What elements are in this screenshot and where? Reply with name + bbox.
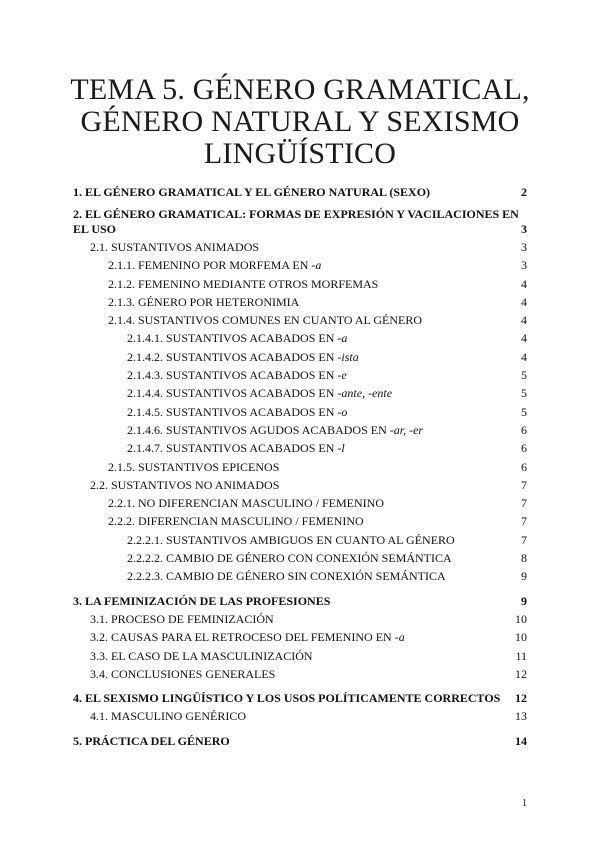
toc-entry-label: 3.3. EL CASO DE LA MASCULINIZACIÓN [90, 648, 313, 663]
toc-page-number: 4 [521, 313, 527, 328]
toc-page-number: 9 [521, 569, 527, 584]
toc-entry-label: 2.1.4.3. SUSTANTIVOS ACABADOS EN [127, 368, 338, 383]
toc-entry[interactable] [73, 514, 527, 532]
toc-entry-suffix: -a [337, 331, 348, 346]
toc-entry[interactable] [73, 405, 527, 423]
toc-page-number: 7 [521, 477, 527, 492]
toc-page-number: 7 [521, 532, 527, 547]
toc-entry-label: 2.2.2. DIFERENCIAN MASCULINO / FEMENINO [108, 514, 364, 529]
page-number: 1 [522, 798, 527, 809]
toc-page-number: 5 [521, 404, 527, 419]
toc-entry-label: 3.1. PROCESO DE FEMINIZACIÓN [90, 611, 274, 626]
toc-entry[interactable] [73, 667, 527, 685]
toc-entry[interactable] [73, 386, 527, 404]
toc-entry[interactable] [73, 240, 527, 258]
toc-page-number: 6 [521, 422, 527, 437]
toc-entry-label: 2. EL GÉNERO GRAMATICAL: FORMAS DE EXPRESIÓN Y VACILACIONES EN EL USO [73, 207, 519, 236]
toc-page-number: 4 [521, 276, 527, 291]
toc-entry-suffix: -l [337, 441, 345, 456]
toc-entry-label: 4.1. MASCULINO GENÉRICO [90, 709, 246, 724]
toc-page-number: 4 [521, 349, 527, 364]
toc-entry[interactable] [73, 207, 527, 237]
toc-entry[interactable] [73, 630, 527, 648]
toc-page-number: 3 [521, 258, 527, 273]
toc-entry-label: 1. EL GÉNERO GRAMATICAL Y EL GÉNERO NATURAL (SEXO) [73, 185, 431, 199]
toc-entry-label: 3. LA FEMINIZACIÓN DE LAS PROFESIONES [73, 593, 331, 608]
toc-entry-suffix: -o [337, 404, 348, 419]
toc-entry-suffix: -ante, -ente [337, 386, 393, 401]
toc-entry-label: 2.1.4.4. SUSTANTIVOS ACABADOS EN [127, 386, 338, 401]
toc-entry-label: 2.2.2.2. CAMBIO DE GÉNERO CON CONEXIÓN SEMÁNTICA [127, 551, 452, 566]
toc-entry[interactable] [73, 594, 527, 612]
toc-page-number: 10 [515, 611, 527, 626]
toc-entry[interactable] [73, 496, 527, 514]
toc-page-number: 12 [515, 666, 527, 681]
toc-entry[interactable] [73, 441, 527, 459]
toc-entry-label: 2.2. SUSTANTIVOS NO ANIMADOS [90, 477, 280, 492]
toc-page-number: 12 [515, 691, 527, 706]
toc-entry-suffix: -e [337, 368, 347, 383]
toc-page-number: 6 [521, 441, 527, 456]
toc-entry[interactable] [73, 569, 527, 587]
toc-entry-label: 2.1.3. GÉNERO POR HETERONIMIA [108, 294, 300, 309]
toc-entry[interactable] [73, 350, 527, 368]
table-of-contents [73, 185, 527, 752]
document-title [0, 74, 600, 170]
toc-page-number: 13 [515, 709, 527, 724]
toc-entry-suffix: -ista [337, 349, 359, 364]
toc-entry-label: 4. EL SEXISMO LINGÜÍSTICO Y LOS USOS POLÍTICAMENTE CORRECTOS [73, 691, 501, 706]
toc-page-number: 8 [521, 551, 527, 566]
toc-entry[interactable] [73, 612, 527, 630]
toc-entry[interactable] [73, 423, 527, 441]
toc-entry-label: 2.1.1. FEMENINO POR MORFEMA EN [108, 258, 312, 273]
toc-entry-label: 2.2.1. NO DIFERENCIAN MASCULINO / FEMENINO [108, 496, 384, 511]
toc-entry[interactable] [73, 734, 527, 752]
toc-entry-label: 3.4. CONCLUSIONES GENERALES [90, 666, 276, 681]
toc-entry-label: 2.1.4.6. SUSTANTIVOS AGUDOS ACABADOS EN [127, 422, 390, 437]
toc-page-number: 2 [521, 185, 527, 199]
toc-entry-label: 2.1.4.7. SUSTANTIVOS ACABADOS EN [127, 441, 338, 456]
toc-page-number: 7 [521, 496, 527, 511]
toc-entry-label: 3.2. CAUSAS PARA EL RETROCESO DEL FEMENINO EN [90, 630, 395, 645]
toc-entry-label: 2.1.4.5. SUSTANTIVOS ACABADOS EN [127, 404, 338, 419]
toc-entry[interactable] [73, 258, 527, 276]
toc-entry-label: 2.1.4.2. SUSTANTIVOS ACABADOS EN [127, 349, 338, 364]
toc-entry-label: 5. PRÁCTICA DEL GÉNERO [73, 733, 230, 748]
toc-entry-label: 2.1.4.1. SUSTANTIVOS ACABADOS EN [127, 331, 338, 346]
title-line: LINGÜÍSTICO [203, 137, 397, 170]
title-line: TEMA 5. GÉNERO GRAMATICAL, [70, 73, 530, 106]
toc-entry-label: 2.1.4. SUSTANTIVOS COMUNES EN CUANTO AL GÉNERO [108, 313, 423, 328]
toc-entry[interactable] [73, 368, 527, 386]
toc-page-number: 9 [521, 593, 527, 608]
toc-entry[interactable] [73, 313, 527, 331]
toc-page-number: 3 [521, 222, 527, 236]
toc-entry[interactable] [73, 478, 527, 496]
toc-entry-suffix: -a [394, 630, 405, 645]
toc-page-number: 3 [521, 240, 527, 254]
toc-entry[interactable] [73, 277, 527, 295]
toc-page-number: 11 [515, 648, 527, 663]
toc-entry-suffix: -ar, -er [389, 422, 424, 437]
toc-entry[interactable] [73, 533, 527, 551]
toc-entry[interactable] [73, 460, 527, 478]
toc-entry-suffix: -a [311, 258, 322, 273]
toc-page-number: 6 [521, 459, 527, 474]
toc-entry[interactable] [73, 709, 527, 727]
toc-page-number: 5 [521, 368, 527, 383]
toc-page-number: 10 [515, 630, 527, 645]
toc-entry[interactable] [73, 691, 527, 709]
toc-entry[interactable] [73, 331, 527, 349]
toc-entry[interactable] [73, 551, 527, 569]
toc-page-number: 14 [515, 733, 527, 748]
toc-entry-label: 2.2.2.3. CAMBIO DE GÉNERO SIN CONEXIÓN SEMÁNTICA [127, 569, 446, 584]
toc-page-number: 4 [521, 331, 527, 346]
toc-entry-label: 2.1.5. SUSTANTIVOS EPICENOS [108, 459, 280, 474]
toc-page-number: 7 [521, 514, 527, 529]
toc-entry[interactable] [73, 649, 527, 667]
toc-entry[interactable] [73, 185, 527, 207]
title-line: GÉNERO NATURAL Y SEXISMO [80, 105, 520, 138]
toc-entry-label: 2.1. SUSTANTIVOS ANIMADOS [90, 240, 260, 254]
toc-entry-label: 2.1.2. FEMENINO MEDIANTE OTROS MORFEMAS [108, 276, 379, 291]
toc-page-number: 4 [521, 294, 527, 309]
toc-entry-label: 2.2.2.1. SUSTANTIVOS AMBIGUOS EN CUANTO AL GÉNERO [127, 532, 455, 547]
toc-page-number: 5 [521, 386, 527, 401]
toc-entry[interactable] [73, 295, 527, 313]
